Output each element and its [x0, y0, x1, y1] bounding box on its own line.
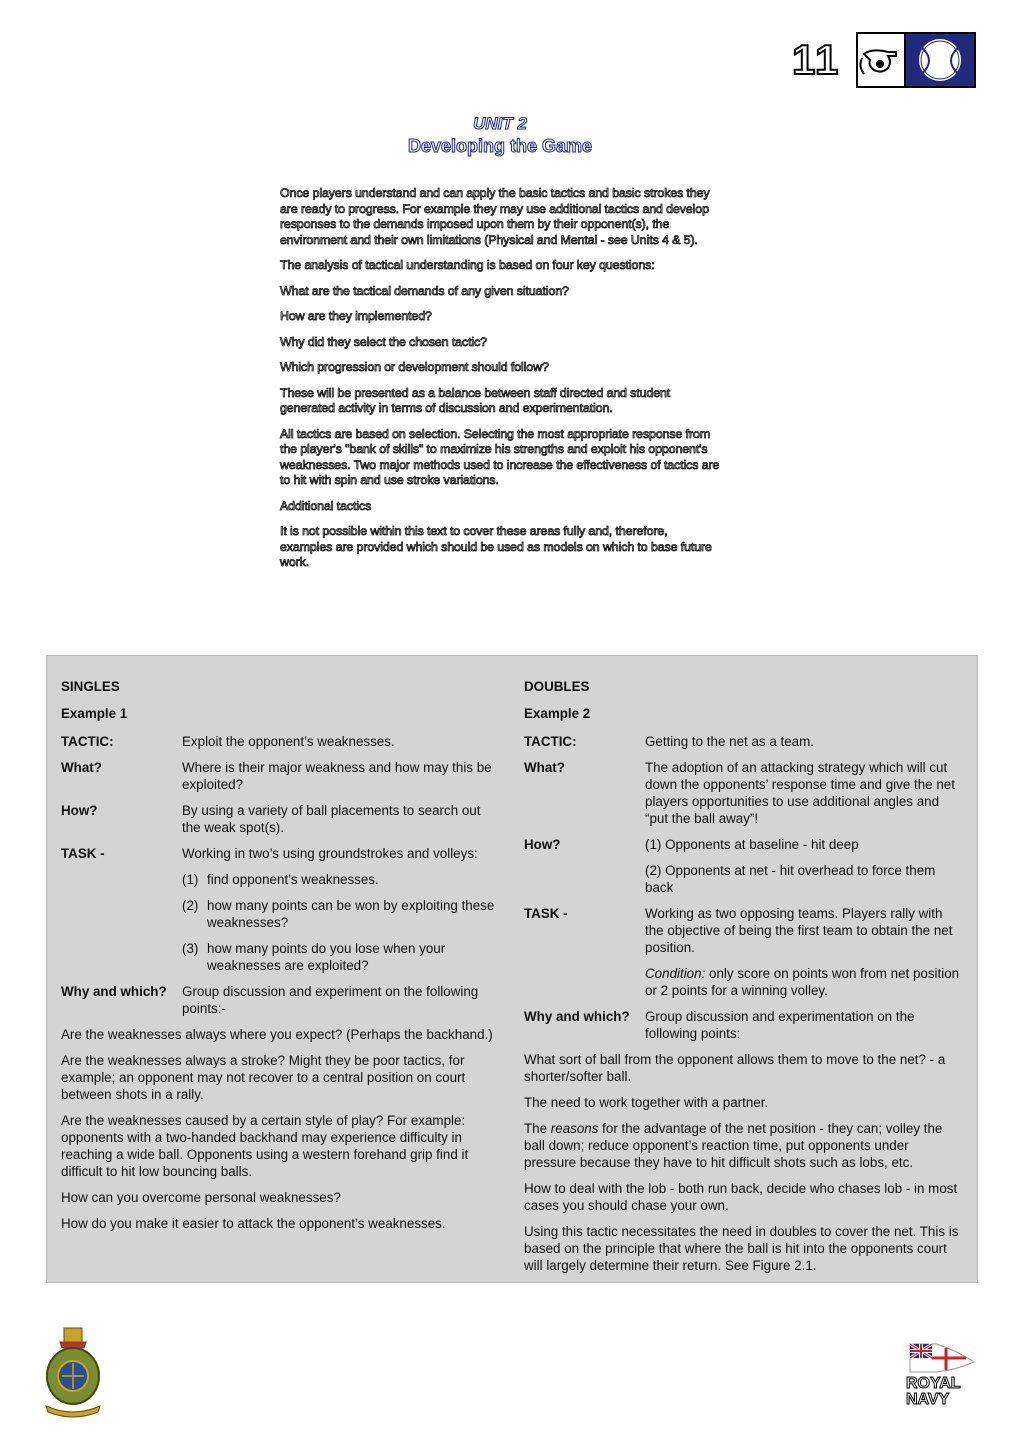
intro-question: What are the tactical demands of any given situation? — [280, 283, 569, 298]
tactic-value: Exploit the opponent’s weaknesses. — [182, 734, 395, 749]
doubles-heading: DOUBLES — [524, 679, 590, 694]
how-label: How? — [524, 837, 561, 852]
intro-text — [280, 186, 720, 581]
singles-why-row — [61, 983, 501, 1017]
tactic-label: TACTIC: — [524, 734, 577, 749]
intro-question: Which progression or development should follow? — [280, 360, 549, 374]
discussion-point: Using this tactic necessitates the need in doubles to cover the net. This is based on the principle that where the ball is hit into the opponents court will largely determine their return. See Figure 2.1. — [524, 1224, 959, 1273]
royal-marines-crest-icon — [40, 1326, 106, 1418]
discussion-point: What sort of ball from the opponent allows them to move to the net? - a shorter/softer ball. — [524, 1052, 946, 1084]
what-value: The adoption of an attacking strategy which will cut down the opponents’ response time and give the net players opportunities to use additional angles and “put the ball away”! — [645, 760, 955, 826]
what-label: What? — [524, 760, 565, 775]
whistle-icon — [856, 32, 904, 88]
doubles-why-row — [524, 1008, 964, 1042]
task-value: Working in two’s using groundstrokes and volleys: — [182, 846, 478, 861]
discussion-point: Are the weaknesses always where you expect? (Perhaps the backhand.) — [61, 1027, 493, 1042]
singles-tactic-row — [61, 733, 501, 750]
discussion-point: How do you make it easier to attack the opponent’s weaknesses. — [61, 1216, 446, 1231]
condition-text: Condition: only score on points won from net position or 2 points for a winning volley. — [645, 966, 960, 998]
discussion-point: How to deal with the lob - both run back, decide who chases lob - in most cases you should chase your own. — [524, 1181, 958, 1213]
what-value: Where is their major weakness and how may this be exploited? — [182, 760, 492, 792]
discussion-point: Are the weaknesses caused by a certain style of play? For example: opponents with a two-handed backhand may experience difficulty in reaching a wide ball. Opponents using a western forehand grip find it difficult to hit low bouncing balls. — [61, 1113, 469, 1179]
royal-navy-text: ROYAL NAVY — [906, 1375, 961, 1408]
discussion-point: The reasons for the advantage of the net position - they can; volley the ball down; reduce opponent’s reaction time, put opponents under pressure because they have to hit difficult shots such as lobs, etc. — [524, 1121, 943, 1170]
singles-heading: SINGLES — [61, 679, 120, 694]
singles-task-row — [61, 845, 501, 862]
task-item: (3) how many points do you lose when your weaknesses are exploited? — [182, 941, 446, 973]
examples-panel — [46, 655, 978, 1283]
doubles-what-row — [524, 759, 964, 827]
how-label: How? — [61, 803, 98, 818]
why-label: Why and which? — [524, 1009, 630, 1024]
discussion-point: The need to work together with a partner. — [524, 1095, 769, 1110]
discussion-point: How can you overcome personal weaknesses? — [61, 1190, 341, 1205]
singles-what-row — [61, 759, 501, 793]
intro-paragraph: All tactics are based on selection. Selecting the most appropriate response from the player's "bank of skills" to maximize his strengths and exploit his opponent's weaknesses. Two major methods used to increase the effectiveness of tactics are to hit with spin and use stroke variations. — [280, 426, 720, 487]
task-item: (1) find opponent’s weaknesses. — [182, 872, 379, 887]
page-number: 11 — [792, 36, 841, 83]
singles-example: Example 1 — [61, 706, 128, 721]
doubles-how-row — [524, 836, 964, 896]
intro-paragraph: These will be presented as a balance between staff directed and student generated activity in terms of discussion and experimentation. — [280, 385, 671, 415]
condition-label: Condition: — [645, 966, 706, 981]
why-value: Group discussion and experiment on the following points:- — [182, 984, 479, 1016]
why-label: Why and which? — [61, 984, 167, 999]
tactic-value: Getting to the net as a team. — [645, 734, 814, 749]
task-item: (2) how many points can be won by exploiting these weaknesses? — [182, 898, 495, 930]
why-value: Group discussion and experimentation on the following points: — [645, 1009, 915, 1041]
how-value: By using a variety of ball placements to search out the weak spot(s). — [182, 803, 481, 835]
task-label: TASK - — [61, 846, 105, 861]
intro-paragraph: The analysis of tactical understanding is based on four key questions: — [280, 258, 655, 272]
task-value: Working as two opposing teams. Players rally with the objective of being the first team to obtain the net position. — [645, 906, 953, 955]
doubles-task-row — [524, 905, 964, 999]
royal-navy-logo — [906, 1340, 978, 1412]
doubles-tactic-row — [524, 733, 964, 750]
tactic-label: TACTIC: — [61, 734, 114, 749]
how-option: (1) Opponents at baseline - hit deep — [645, 837, 859, 852]
intro-question: Why did they select the chosen tactic? — [280, 334, 487, 349]
what-label: What? — [61, 760, 102, 775]
tennis-ball-icon — [904, 32, 976, 88]
discussion-point: Are the weaknesses always a stroke? Might they be poor tactics, for example; an opponent may not recover to a central position on court between shots in a rally. — [61, 1053, 466, 1102]
how-option: (2) Opponents at net - hit overhead to force them back — [645, 863, 936, 895]
doubles-example: Example 2 — [524, 706, 591, 721]
unit-subtitle: Developing the Game — [407, 136, 593, 156]
intro-subheading: Additional tactics — [280, 498, 372, 513]
unit-title: UNIT 2 — [473, 114, 527, 133]
intro-paragraph: Once players understand and can apply the basic tactics and basic strokes they are ready to progress. For example they may use additional tactics and develop responses to the demands imposed upon them by their opponent(s), the environment and their own limitations (Physical and Mental - see Units 4 & 5). — [280, 186, 710, 247]
singles-how-row — [61, 802, 501, 836]
intro-question: How are they implemented? — [280, 309, 432, 323]
task-label: TASK - — [524, 906, 568, 921]
intro-paragraph: It is not possible within this text to cover these areas fully and, therefore, examples are provided which should be used as models on which to base future work. — [280, 524, 712, 569]
